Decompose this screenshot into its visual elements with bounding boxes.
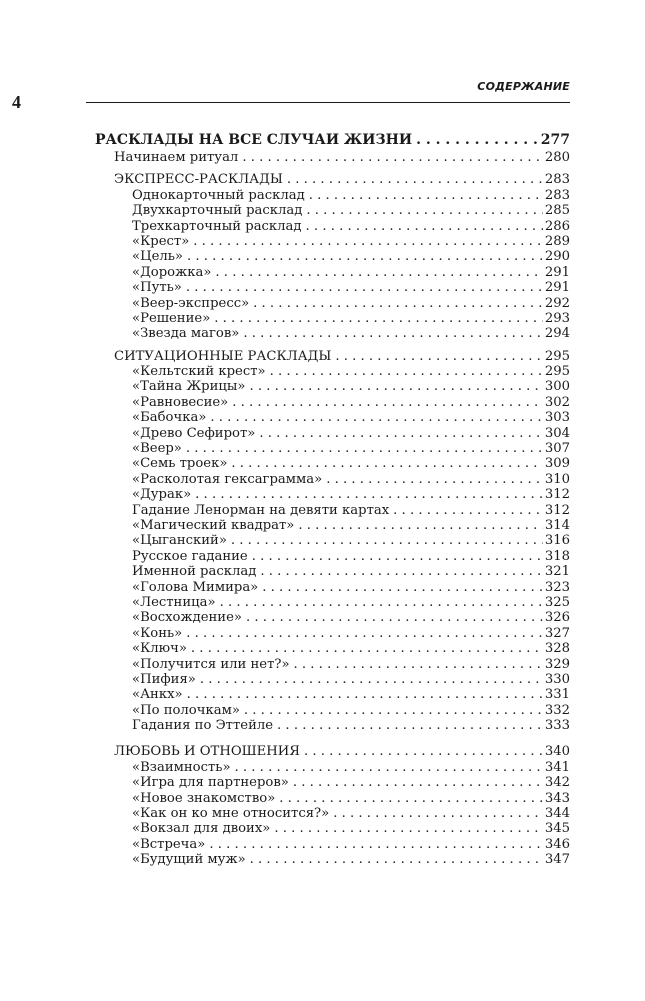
toc-dot-leader bbox=[306, 203, 542, 218]
toc-entry-title: «Новое знакомство» bbox=[132, 790, 276, 806]
toc-entry-page: 295 bbox=[544, 348, 570, 364]
toc-dot-leader bbox=[214, 311, 543, 326]
toc-entry bbox=[95, 203, 570, 218]
toc-entry bbox=[95, 806, 570, 821]
toc-entry bbox=[95, 426, 570, 441]
toc-entry bbox=[95, 296, 570, 311]
toc-entry bbox=[95, 672, 570, 687]
toc-entry-title: «Звезда магов» bbox=[132, 326, 240, 342]
toc-entry-title: «Цыганский» bbox=[132, 533, 227, 549]
toc-dot-leader bbox=[253, 296, 543, 311]
toc-entry-page: 277 bbox=[540, 132, 570, 148]
toc-entry bbox=[95, 821, 570, 836]
toc-entry-page: 283 bbox=[544, 187, 570, 203]
toc-dot-leader bbox=[231, 533, 543, 548]
toc-entry-page: 331 bbox=[544, 687, 570, 703]
toc-entry-page: 286 bbox=[544, 218, 570, 234]
toc-entry-page: 332 bbox=[544, 702, 570, 718]
toc-entry-page: 345 bbox=[544, 821, 570, 837]
toc-dot-leader bbox=[252, 549, 543, 564]
toc-entry-page: 300 bbox=[544, 379, 570, 395]
toc-entry-page: 294 bbox=[544, 326, 570, 342]
toc-entry-title: «Как он ко мне относится?» bbox=[132, 806, 330, 822]
toc-dot-leader bbox=[274, 821, 542, 836]
toc-entry-page: 290 bbox=[544, 249, 570, 265]
toc-entry-page: 316 bbox=[544, 533, 570, 549]
toc-entry-title: Однокарточный расклад bbox=[132, 187, 305, 203]
toc-entry bbox=[95, 410, 570, 425]
toc-dot-leader bbox=[326, 472, 543, 487]
toc-entry-title: «Веер» bbox=[132, 441, 182, 457]
toc-entry-page: 312 bbox=[544, 487, 570, 503]
toc-entry-page: 309 bbox=[544, 456, 570, 472]
toc-dot-leader bbox=[187, 687, 543, 702]
toc-entry-page: 292 bbox=[544, 295, 570, 311]
toc-entry-title: СИТУАЦИОННЫЕ РАСКЛАДЫ bbox=[114, 348, 332, 364]
toc-entry bbox=[95, 472, 570, 487]
toc-entry-page: 303 bbox=[544, 410, 570, 426]
toc-entry-title: «Игра для партнеров» bbox=[132, 775, 289, 791]
toc-entry-page: 330 bbox=[544, 671, 570, 687]
toc-dot-leader bbox=[393, 503, 543, 518]
toc-entry-title: «Дурак» bbox=[132, 487, 192, 503]
toc-entry-title: «Тайна Жрицы» bbox=[132, 379, 246, 395]
toc-dot-leader bbox=[277, 718, 543, 733]
toc-entry-title: Русское гадание bbox=[132, 548, 248, 564]
toc-entry bbox=[95, 791, 570, 806]
toc-dot-leader bbox=[235, 760, 543, 775]
toc-entry-page: 283 bbox=[544, 172, 570, 188]
toc-dot-leader bbox=[298, 518, 542, 533]
toc-entry-page: 314 bbox=[544, 517, 570, 533]
toc-dot-leader bbox=[335, 349, 542, 364]
toc-entry-title: Гадания по Эттейле bbox=[132, 718, 274, 734]
toc-entry-title: «Путь» bbox=[132, 280, 182, 296]
toc-entry-page: 333 bbox=[544, 718, 570, 734]
toc-entry bbox=[95, 249, 570, 264]
toc-entry-page: 310 bbox=[544, 471, 570, 487]
toc-entry-page: 302 bbox=[544, 394, 570, 410]
toc-entry bbox=[95, 760, 570, 775]
toc-entry bbox=[95, 234, 570, 249]
toc-dot-leader bbox=[195, 487, 543, 502]
toc-entry-title: «Магический квадрат» bbox=[132, 517, 295, 533]
toc-entry bbox=[95, 580, 570, 595]
toc-entry bbox=[95, 775, 570, 790]
toc-dot-leader bbox=[306, 219, 543, 234]
toc-dot-leader bbox=[200, 672, 543, 687]
toc-dot-leader bbox=[279, 791, 543, 806]
toc-entry-title: «Решение» bbox=[132, 310, 211, 326]
toc-dot-leader bbox=[270, 364, 543, 379]
toc-entry-page: 341 bbox=[544, 759, 570, 775]
running-header bbox=[86, 78, 570, 103]
toc-entry-title: Начинаем ритуал bbox=[114, 150, 239, 165]
toc-entry bbox=[95, 326, 570, 341]
toc-entry-title: «Ключ» bbox=[132, 641, 187, 657]
toc-entry-title: «Кельтский крест» bbox=[132, 364, 266, 380]
toc-dot-leader bbox=[231, 456, 542, 471]
toc-entry bbox=[95, 641, 570, 656]
toc-dot-leader bbox=[244, 703, 543, 718]
toc-entry bbox=[95, 265, 570, 280]
toc-entry-title: «Веер-экспресс» bbox=[132, 295, 250, 311]
toc-entry-page: 291 bbox=[544, 264, 570, 280]
toc-entry bbox=[95, 150, 570, 165]
toc-entry bbox=[95, 718, 570, 733]
toc-entry-page: 280 bbox=[544, 150, 570, 165]
toc-entry bbox=[95, 441, 570, 456]
toc-dot-leader bbox=[186, 280, 543, 295]
toc-entry bbox=[95, 549, 570, 564]
toc-entry bbox=[95, 379, 570, 394]
toc-entry-title: Двухкарточный расклад bbox=[132, 203, 303, 219]
toc-entry bbox=[95, 395, 570, 410]
toc-entry-title: «Бабочка» bbox=[132, 410, 207, 426]
toc-dot-leader bbox=[287, 172, 543, 187]
toc-dot-leader bbox=[293, 775, 543, 790]
toc-entry-page: 293 bbox=[544, 310, 570, 326]
toc-dot-leader bbox=[250, 852, 543, 867]
toc-entry-title: «По полочкам» bbox=[132, 702, 240, 718]
toc-dot-leader bbox=[262, 580, 543, 595]
toc-entry bbox=[95, 533, 570, 548]
toc-entry-page: 342 bbox=[544, 775, 570, 791]
toc-dot-leader bbox=[260, 564, 542, 579]
toc-dot-leader bbox=[333, 806, 543, 821]
toc-entry-page: 347 bbox=[544, 852, 570, 868]
toc-entry-title: «Голова Мимира» bbox=[132, 579, 259, 595]
toc-entry-page: 307 bbox=[544, 441, 570, 457]
toc-entry-page: 326 bbox=[544, 610, 570, 626]
toc-entry bbox=[95, 503, 570, 518]
toc-entry-title: «Крест» bbox=[132, 233, 190, 249]
toc-entry bbox=[95, 130, 570, 150]
toc-entry-title: «Семь троек» bbox=[132, 456, 228, 472]
toc-entry bbox=[95, 518, 570, 533]
toc-entry-title: ЛЮБОВЬ И ОТНОШЕНИЯ bbox=[114, 744, 300, 760]
toc-entry bbox=[95, 703, 570, 718]
toc-dot-leader bbox=[193, 234, 543, 249]
table-of-contents bbox=[95, 130, 570, 868]
toc-dot-leader bbox=[242, 150, 543, 165]
toc-dot-leader bbox=[210, 410, 542, 425]
toc-entry-title: «Равновесие» bbox=[132, 394, 229, 410]
toc-dot-leader bbox=[220, 595, 543, 610]
toc-dot-leader bbox=[232, 395, 543, 410]
toc-entry bbox=[95, 837, 570, 852]
toc-entry-title: ЭКСПРЕСС-РАСКЛАДЫ bbox=[114, 172, 283, 188]
running-head-title: СОДЕРЖАНИЕ bbox=[477, 80, 570, 93]
toc-entry bbox=[95, 349, 570, 364]
toc-entry-page: 312 bbox=[544, 502, 570, 518]
toc-entry bbox=[95, 744, 570, 759]
toc-entry-title: «Анкх» bbox=[132, 687, 183, 703]
toc-entry-title: «Цель» bbox=[132, 249, 183, 265]
toc-entry-page: 325 bbox=[544, 594, 570, 610]
toc-dot-leader bbox=[243, 326, 542, 341]
toc-entry bbox=[95, 364, 570, 379]
toc-entry bbox=[95, 687, 570, 702]
toc-entry bbox=[95, 280, 570, 295]
toc-entry-title: Трехкарточный расклад bbox=[132, 218, 302, 234]
toc-entry-page: 295 bbox=[544, 364, 570, 380]
toc-dot-leader bbox=[304, 744, 543, 759]
toc-entry bbox=[95, 456, 570, 471]
toc-entry bbox=[95, 172, 570, 187]
toc-entry-title: «Получится или нет?» bbox=[132, 656, 290, 672]
toc-dot-leader bbox=[246, 610, 543, 625]
page-number: 4 bbox=[12, 92, 21, 112]
toc-entry-title: «Взаимность» bbox=[132, 759, 231, 775]
toc-entry-title: «Расколотая гексаграмма» bbox=[132, 471, 323, 487]
toc-entry-title: «Будущий муж» bbox=[132, 852, 246, 868]
toc-entry-page: 291 bbox=[544, 280, 570, 296]
toc-entry bbox=[95, 852, 570, 867]
toc-entry-page: 346 bbox=[544, 836, 570, 852]
toc-entry bbox=[95, 311, 570, 326]
toc-dot-leader bbox=[186, 441, 543, 456]
toc-entry-title: Гадание Ленорман на девяти картах bbox=[132, 502, 390, 518]
toc-entry-title: «Древо Сефирот» bbox=[132, 425, 256, 441]
toc-dot-leader bbox=[259, 426, 542, 441]
toc-entry-title: «Встреча» bbox=[132, 836, 206, 852]
toc-dot-leader bbox=[294, 657, 543, 672]
toc-entry-page: 304 bbox=[544, 425, 570, 441]
toc-dot-leader bbox=[191, 641, 543, 656]
toc-entry bbox=[95, 626, 570, 641]
toc-entry-title: «Пифия» bbox=[132, 671, 196, 687]
toc-entry bbox=[95, 610, 570, 625]
toc-dot-leader bbox=[416, 130, 539, 150]
toc-entry-page: 321 bbox=[544, 564, 570, 580]
toc-entry bbox=[95, 487, 570, 502]
toc-dot-leader bbox=[309, 188, 543, 203]
toc-dot-leader bbox=[186, 626, 543, 641]
toc-dot-leader bbox=[209, 837, 542, 852]
toc-entry-page: 289 bbox=[544, 233, 570, 249]
toc-entry bbox=[95, 188, 570, 203]
toc-entry bbox=[95, 595, 570, 610]
toc-entry-title: «Восхождение» bbox=[132, 610, 242, 626]
toc-entry-title: «Конь» bbox=[132, 625, 183, 641]
toc-entry-page: 327 bbox=[544, 625, 570, 641]
toc-entry-title: «Лестница» bbox=[132, 594, 216, 610]
toc-entry-page: 343 bbox=[544, 790, 570, 806]
toc-dot-leader bbox=[249, 379, 542, 394]
toc-entry bbox=[95, 564, 570, 579]
toc-entry bbox=[95, 219, 570, 234]
toc-entry-page: 285 bbox=[544, 203, 570, 219]
toc-entry-page: 344 bbox=[544, 806, 570, 822]
toc-entry bbox=[95, 657, 570, 672]
toc-entry-title: РАСКЛАДЫ НА ВСЕ СЛУЧАИ ЖИЗНИ bbox=[95, 132, 413, 148]
toc-dot-leader bbox=[215, 265, 542, 280]
toc-entry-page: 340 bbox=[544, 744, 570, 760]
toc-dot-leader bbox=[187, 249, 543, 264]
toc-entry-title: «Вокзал для двоих» bbox=[132, 821, 271, 837]
toc-entry-page: 329 bbox=[544, 656, 570, 672]
toc-entry-page: 323 bbox=[544, 579, 570, 595]
toc-entry-page: 318 bbox=[544, 548, 570, 564]
toc-entry-page: 328 bbox=[544, 641, 570, 657]
toc-entry-title: «Дорожка» bbox=[132, 264, 212, 280]
toc-entry-title: Именной расклад bbox=[132, 564, 257, 580]
